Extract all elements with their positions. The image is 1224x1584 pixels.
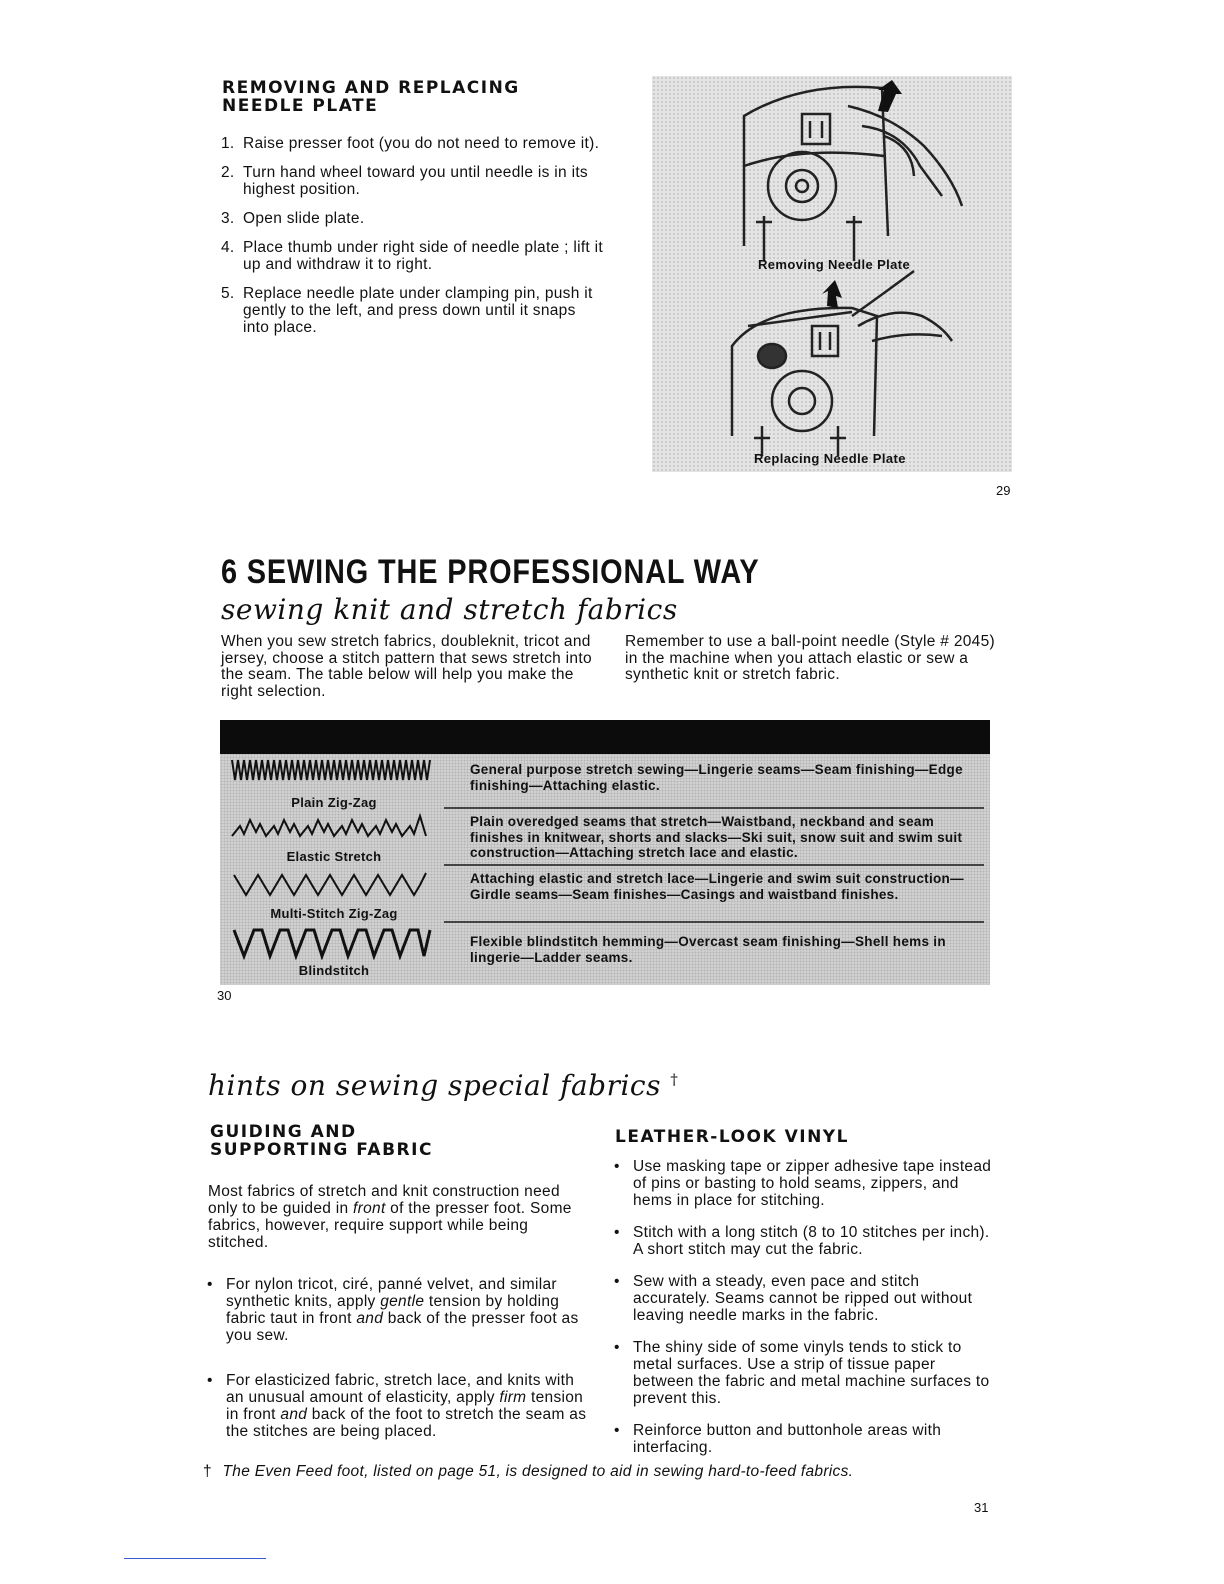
page-number-30: 30 <box>217 988 232 1003</box>
row-divider <box>444 807 984 809</box>
bottom-rule <box>124 1558 266 1559</box>
list-item: • Use masking tape or zipper adhesive tape instead of pins or basting to hold seams, zippers, and hems in place for stitching. <box>612 1158 994 1209</box>
stitch-use: Plain overedged seams that stretch—Waistband, neckband and seam finishes in knitwear, shorts and slacks—Ski suit, snow suit and swim suit construction—Attaching stretch lace and elastic. <box>470 814 963 860</box>
guiding-bullets <box>205 1276 587 1455</box>
list-item: • Sew with a steady, even pace and stitch accurately. Seams cannot be ripped out without leaving needle marks in the fabric. <box>612 1273 994 1324</box>
hints-title: hints on sewing special fabrics † <box>208 1069 679 1102</box>
list-item: • Stitch with a long stitch (8 to 10 stitches per inch). A short stitch may cut the fabric. <box>612 1224 994 1258</box>
stitch-name: Plain Zig-Zag <box>291 795 377 810</box>
step-item: 5. Replace needle plate under clamping pin, push it gently to the left, and press down until it snaps into place. <box>221 285 593 336</box>
vinyl-bullets <box>612 1158 994 1471</box>
replacing-caption: Replacing Needle Plate <box>754 451 906 466</box>
needle-plate-heading: REMOVING AND REPLACING NEEDLE PLATE <box>222 78 520 116</box>
row-divider <box>444 921 984 923</box>
multi-stitch-swatch <box>226 869 442 923</box>
stitch-name: Elastic Stretch <box>286 849 382 864</box>
elastic-stretch-icon <box>230 812 434 840</box>
vinyl-heading: LEATHER-LOOK VINYL <box>615 1127 849 1147</box>
list-item: • For elasticized fabric, stretch lace, and knits with an unusual amount of elasticity, apply firm tension in front and back of the foot to stretch the seam as the stitches are being placed. <box>205 1372 587 1440</box>
table-row <box>220 756 990 812</box>
intro-right: Remember to use a ball-point needle (Style # 2045) in the machine when you attach elastic or sew a synthetic knit or stretch fabric. <box>625 633 995 683</box>
chapter-title: 6 SEWING THE PROFESSIONAL WAY <box>221 553 760 591</box>
page-number-31: 31 <box>974 1500 989 1515</box>
dagger-mark: † <box>670 1070 679 1089</box>
footnote-dagger: † <box>203 1463 212 1480</box>
table-header-bar <box>220 720 990 754</box>
footnote: † The Even Feed foot, listed on page 51, is designed to aid in sewing hard-to-feed fabrics. <box>203 1463 854 1480</box>
needle-plate-steps <box>221 135 603 348</box>
list-item: • The shiny side of some vinyls tends to stick to metal surfaces. Use a strip of tissue paper between the fabric and metal machine surfaces to prevent this. <box>612 1339 994 1407</box>
elastic-stretch-swatch <box>226 812 442 866</box>
needle-plate-illustration <box>652 76 1012 472</box>
plain-zigzag-icon <box>230 758 434 782</box>
table-row <box>220 810 990 866</box>
list-item: • For nylon tricot, ciré, panné velvet, and similar synthetic knits, apply gentle tension by holding fabric taut in front and back of the presser foot as you sew. <box>205 1276 587 1344</box>
list-item: • Reinforce button and buttonhole areas with interfacing. <box>612 1422 994 1456</box>
needle-plate-figure <box>652 76 1012 472</box>
blindstitch-swatch <box>226 926 442 980</box>
multi-stitch-zigzag-icon <box>230 869 434 899</box>
blindstitch-icon <box>230 926 434 960</box>
step-item: 2. Turn hand wheel toward you until needle is in its highest position. <box>221 164 588 198</box>
table-row <box>220 867 990 923</box>
row-divider <box>444 864 984 866</box>
guiding-heading: GUIDING AND SUPPORTING FABRIC <box>210 1122 433 1160</box>
plain-zigzag-swatch <box>226 758 442 812</box>
stitch-use: Attaching elastic and stretch lace—Lingerie and swim suit construction—Girdle seams—Seam finishes—Casings and waistband finishes. <box>470 871 964 902</box>
stitch-use: General purpose stretch sewing—Lingerie seams—Seam finishing—Edge finishing—Attaching elastic. <box>470 762 963 793</box>
guiding-intro: Most fabrics of stretch and knit construction need only to be guided in front of the presser foot. Some fabrics, however, require support while being stitched. <box>208 1183 572 1251</box>
stitch-name: Multi-Stitch Zig-Zag <box>270 906 398 921</box>
stitch-table <box>220 720 990 985</box>
step-item: 1. Raise presser foot (you do not need to remove it). <box>221 135 600 152</box>
section-subtitle: sewing knit and stretch fabrics <box>221 593 678 626</box>
page-number-29: 29 <box>996 483 1011 498</box>
table-row <box>220 924 990 980</box>
intro-left: When you sew stretch fabrics, doubleknit, tricot and jersey, choose a stitch pattern that sews stretch into the seam. The table below will help you make the right selection. <box>221 633 592 700</box>
removing-caption: Removing Needle Plate <box>758 257 911 272</box>
step-item: 3. Open slide plate. <box>221 210 365 227</box>
stitch-use: Flexible blindstitch hemming—Overcast seam finishing—Shell hems in lingerie—Ladder seams. <box>470 934 946 965</box>
step-item: 4. Place thumb under right side of needle plate ; lift it up and withdraw it to right. <box>221 239 603 273</box>
stitch-name: Blindstitch <box>298 963 370 978</box>
